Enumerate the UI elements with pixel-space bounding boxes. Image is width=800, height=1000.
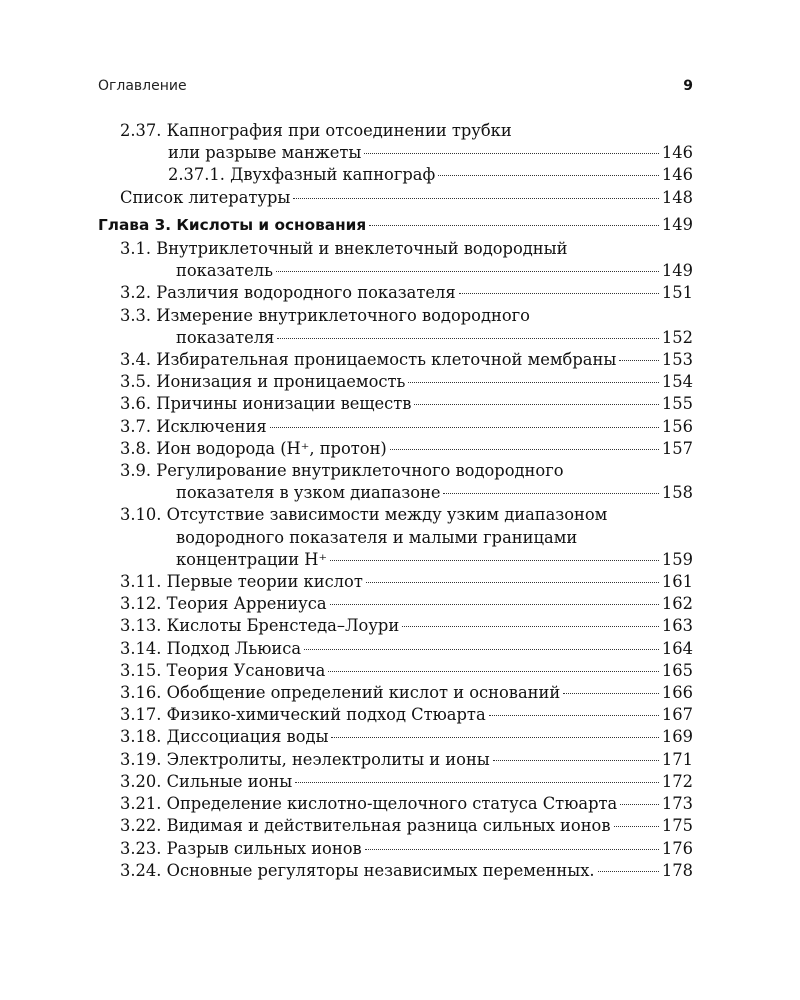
toc-entry-3-12[interactable] xyxy=(98,593,693,615)
toc-page-number: 152 xyxy=(661,327,693,347)
toc-page-number: 165 xyxy=(661,660,693,680)
dot-leader xyxy=(277,338,659,339)
toc-entry-2-37[interactable] xyxy=(98,120,693,164)
toc-entry-title: 3.11. Первые теории кислот xyxy=(120,572,363,592)
toc-entry-3-5[interactable] xyxy=(98,371,693,393)
toc-page-number: 178 xyxy=(661,860,693,880)
toc-entry-3-19[interactable] xyxy=(98,749,693,771)
toc-entry-title: показателя xyxy=(176,327,275,347)
toc-entry-3-17[interactable] xyxy=(98,704,693,726)
toc-entry-3-16[interactable] xyxy=(98,682,693,704)
toc-page-number: 146 xyxy=(661,143,693,163)
dot-leader xyxy=(619,360,659,361)
toc-page-number: 156 xyxy=(661,416,693,436)
toc-entry-title: 3.20. Сильные ионы xyxy=(120,771,293,791)
dot-leader xyxy=(438,175,659,176)
toc-page-number: 154 xyxy=(661,372,693,392)
toc-entry-title: показателя в узком диапазоне xyxy=(176,483,441,503)
dot-leader xyxy=(304,649,659,650)
toc-entry-концентрации[interactable] xyxy=(98,504,693,571)
dot-leader xyxy=(369,225,659,226)
dot-leader xyxy=(620,804,659,805)
toc-entry-title: 3.22. Видимая и действительная разница сильных ионов xyxy=(120,816,611,836)
toc-entry-показатель[interactable] xyxy=(98,238,693,282)
dot-leader xyxy=(366,582,659,583)
toc-page-number: 172 xyxy=(661,771,693,791)
toc-entry-3-8[interactable] xyxy=(98,438,693,460)
toc-entry-title: показатель xyxy=(176,261,273,281)
toc-page-number: 176 xyxy=(661,838,693,858)
dot-leader xyxy=(276,271,659,272)
toc-entry-3-14[interactable] xyxy=(98,638,693,660)
toc-page-number: 153 xyxy=(661,350,693,370)
dot-leader xyxy=(330,604,659,605)
dot-leader xyxy=(563,693,659,694)
dot-leader xyxy=(489,715,659,716)
toc-page-number: 149 xyxy=(661,261,693,281)
toc-entry-title: 2.37.1. Двухфазный капнограф xyxy=(168,165,436,185)
toc-entry-references[interactable] xyxy=(98,187,693,209)
toc-entry-title: 3.7. Исключения xyxy=(120,416,267,436)
dot-leader xyxy=(414,404,658,405)
toc-entry-2-37-1[interactable] xyxy=(98,164,693,186)
toc-page-number: 169 xyxy=(661,727,693,747)
toc-entry-3-11[interactable] xyxy=(98,571,693,593)
toc-entry-показателя[interactable] xyxy=(98,460,693,504)
toc-page-number: 175 xyxy=(661,816,693,836)
toc-entry-title: 3.6. Причины ионизации веществ xyxy=(120,394,412,414)
toc-entry-title-line: 3.10. Отсутствие зависимости между узким диапазоном xyxy=(120,505,608,525)
toc-page-number: 148 xyxy=(661,187,693,207)
header-page-number: 9 xyxy=(683,78,693,94)
toc-entry-title: 3.24. Основные регуляторы независимых переменных. xyxy=(120,860,595,880)
toc-page-number: 164 xyxy=(661,638,693,658)
dot-leader xyxy=(270,427,659,428)
toc-page-number: 155 xyxy=(661,394,693,414)
toc-page-number: 158 xyxy=(661,483,693,503)
toc-entry-3-4[interactable] xyxy=(98,349,693,371)
dot-leader xyxy=(443,493,658,494)
toc-entry-title: 3.13. Кислоты Бренстеда–Лоури xyxy=(120,616,400,636)
dot-leader xyxy=(402,626,659,627)
toc-entry-3-13[interactable] xyxy=(98,615,693,637)
chapter-3-entries xyxy=(98,238,693,882)
toc-page-number: 159 xyxy=(661,549,693,569)
dot-leader xyxy=(330,560,659,561)
dot-leader xyxy=(598,871,659,872)
dot-leader xyxy=(614,826,659,827)
dot-leader xyxy=(331,737,658,738)
toc-page-number: 162 xyxy=(661,594,693,614)
toc-entry-title-line: 3.9. Регулирование внутриклеточного водородного xyxy=(120,461,564,481)
toc-page-number: 146 xyxy=(661,165,693,185)
dot-leader xyxy=(365,849,659,850)
dot-leader xyxy=(293,198,659,199)
toc-entry-title: 3.21. Определение кислотно-щелочного статуса Стюарта xyxy=(120,794,618,814)
toc-page-number: 151 xyxy=(661,283,693,303)
toc-entry-title: 3.16. Обобщение определений кислот и оснований xyxy=(120,683,561,703)
dot-leader xyxy=(295,782,659,783)
toc-entry-показателя[interactable] xyxy=(98,305,693,349)
dot-leader xyxy=(493,760,659,761)
toc-entry-title: 3.17. Физико-химический подход Стюарта xyxy=(120,705,486,725)
toc-entry-3-24[interactable] xyxy=(98,860,693,882)
toc-page-number: 161 xyxy=(661,572,693,592)
toc-page-number: 167 xyxy=(661,705,693,725)
chapter-title: Глава 3. Кислоты и основания xyxy=(98,215,367,234)
dot-leader xyxy=(408,382,659,383)
toc-entry-title-line: водородного показателя и малыми границами xyxy=(176,527,578,547)
toc-page-number: 157 xyxy=(661,438,693,458)
toc-page-number: 171 xyxy=(661,749,693,769)
header-title: Оглавление xyxy=(98,78,187,94)
toc-entry-title: 3.18. Диссоциация воды xyxy=(120,727,329,747)
toc-entry-title-line: 3.3. Измерение внутриклеточного водородного xyxy=(120,305,530,325)
table-of-contents xyxy=(98,120,693,882)
toc-entry-3-21[interactable] xyxy=(98,793,693,815)
toc-entry-3-2[interactable] xyxy=(98,282,693,304)
toc-entry-title: 3.15. Теория Усановича xyxy=(120,660,326,680)
toc-entry-3-7[interactable] xyxy=(98,416,693,438)
toc-entry-3-20[interactable] xyxy=(98,771,693,793)
toc-entry-title-line: 3.1. Внутриклеточный и внеклеточный водородный xyxy=(120,239,568,259)
toc-entry-title: Список литературы xyxy=(120,187,291,207)
toc-chapter-3[interactable] xyxy=(98,214,693,236)
toc-entry-title: или разрыве манжеты xyxy=(168,143,362,163)
toc-entry-title: 3.5. Ионизация и проницаемость xyxy=(120,372,406,392)
toc-entry-title: 3.8. Ион водорода (H⁺, протон) xyxy=(120,438,387,458)
toc-page-number: 166 xyxy=(661,683,693,703)
toc-entry-title: 3.2. Различия водородного показателя xyxy=(120,283,456,303)
toc-entry-3-18[interactable] xyxy=(98,726,693,748)
toc-entry-3-22[interactable] xyxy=(98,815,693,837)
toc-entry-title: 3.12. Теория Аррениуса xyxy=(120,594,327,614)
dot-leader xyxy=(390,449,659,450)
toc-entry-title: 3.19. Электролиты, неэлектролиты и ионы xyxy=(120,749,490,769)
toc-entry-title: 3.4. Избирательная проницаемость клеточной мембраны xyxy=(120,350,617,370)
toc-page-number: 163 xyxy=(661,616,693,636)
toc-entry-3-15[interactable] xyxy=(98,660,693,682)
toc-page-number: 173 xyxy=(661,794,693,814)
toc-entry-3-23[interactable] xyxy=(98,838,693,860)
chapter-page-number: 149 xyxy=(661,214,693,234)
toc-entry-title: 3.14. Подход Льюиса xyxy=(120,638,302,658)
toc-entry-3-6[interactable] xyxy=(98,393,693,415)
running-header xyxy=(98,78,693,94)
dot-leader xyxy=(364,153,659,154)
toc-entry-title-line: 2.37. Капнография при отсоединении трубки xyxy=(120,121,512,140)
toc-entry-title: концентрации H⁺ xyxy=(176,549,328,569)
dot-leader xyxy=(459,293,659,294)
dot-leader xyxy=(328,671,659,672)
toc-entry-title: 3.23. Разрыв сильных ионов xyxy=(120,838,362,858)
